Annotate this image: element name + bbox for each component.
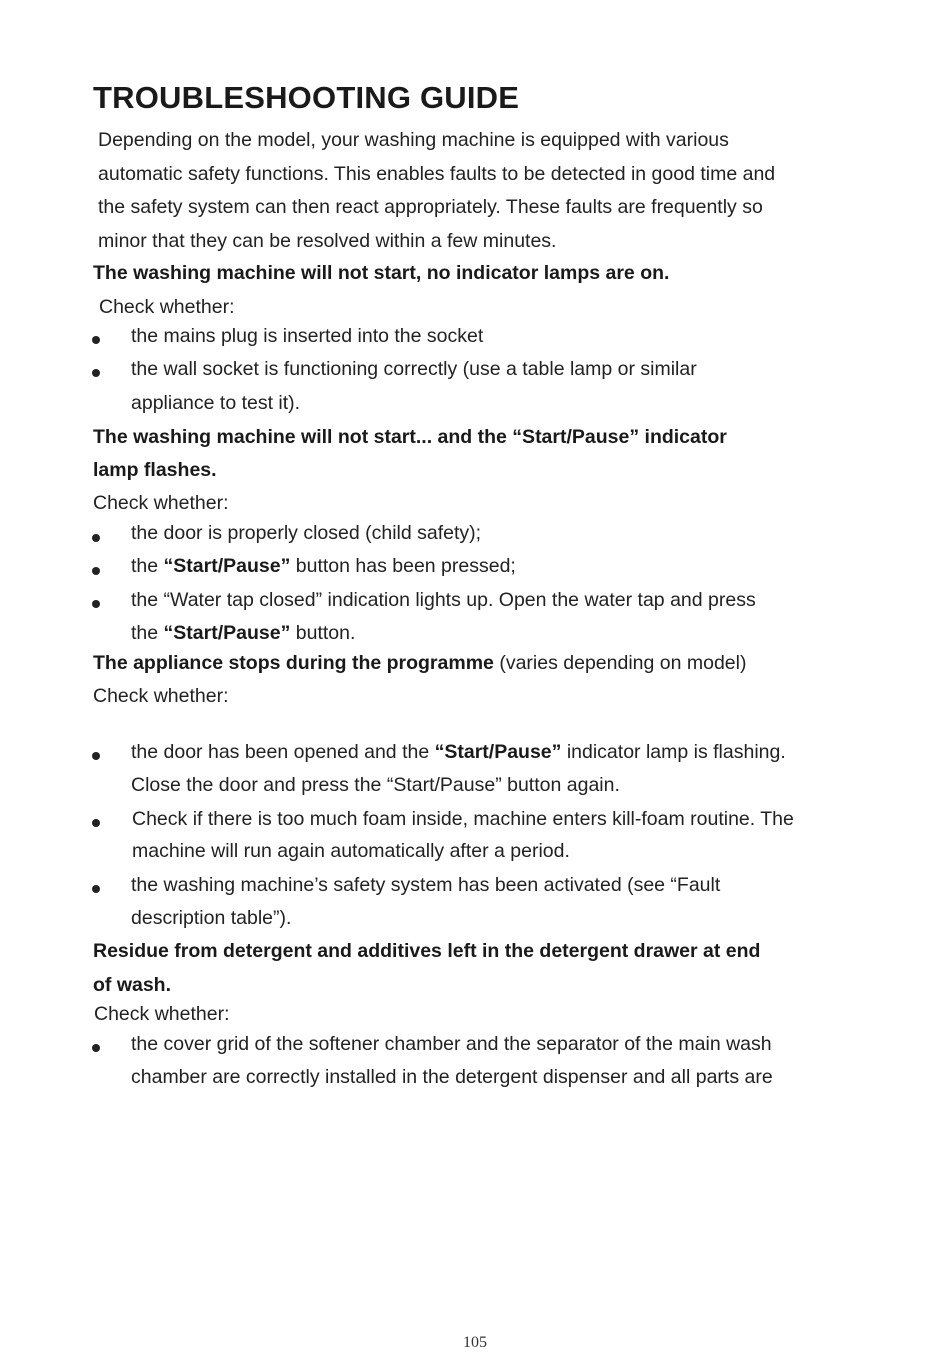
list-item-text: machine will run again automatically after a period.	[132, 840, 570, 862]
list-item-text: the mains plug is inserted into the socket	[131, 325, 484, 347]
page-title: TROUBLESHOOTING GUIDE	[93, 80, 520, 115]
section-heading: of wash.	[93, 974, 172, 996]
list-item-text: the “Start/Pause” button.	[131, 622, 356, 644]
section-heading: The washing machine will not start, no indicator lamps are on.	[93, 262, 670, 284]
intro-line: the safety system can then react appropriately. These faults are frequently so	[98, 196, 763, 218]
bullet-icon	[92, 600, 100, 608]
bullet-icon	[92, 1044, 100, 1052]
check-label: Check whether:	[93, 492, 229, 514]
bullet-icon	[92, 885, 100, 893]
list-item-text: Check if there is too much foam inside, machine enters kill-foam routine. The	[132, 808, 794, 830]
intro-line: automatic safety functions. This enables faults to be detected in good time and	[98, 162, 776, 185]
section-heading: lamp flashes.	[93, 459, 217, 481]
intro-line: minor that they can be resolved within a few minutes.	[98, 229, 557, 252]
bullet-icon	[92, 567, 100, 575]
check-label: Check whether:	[99, 296, 235, 318]
list-item-text: chamber are correctly installed in the detergent dispenser and all parts are	[131, 1066, 773, 1088]
bullet-icon	[92, 819, 100, 827]
list-item-text: the wall socket is functioning correctly (use a table lamp or similar	[131, 358, 697, 380]
list-item-text: description table”).	[131, 907, 292, 929]
list-item-text: the washing machine’s safety system has been activated (see “Fault	[131, 874, 721, 896]
section-heading: Residue from detergent and additives left in the detergent drawer at end	[93, 940, 761, 962]
list-item-text: the door is properly closed (child safety);	[131, 522, 482, 544]
bullet-icon	[92, 369, 100, 377]
check-label: Check whether:	[94, 1003, 230, 1025]
intro-paragraph	[98, 124, 878, 258]
list-item-text: the cover grid of the softener chamber and the separator of the main wash	[131, 1033, 772, 1055]
list-item-text: Close the door and press the “Start/Pause” button again.	[131, 774, 620, 796]
bullet-icon	[92, 336, 100, 344]
section-heading: The appliance stops during the programme (varies depending on model)	[93, 652, 747, 674]
bullet-icon	[92, 534, 100, 542]
list-item-text: the “Water tap closed” indication lights up. Open the water tap and press	[131, 589, 756, 611]
page-number: 105	[463, 1334, 487, 1351]
list-item-text: appliance to test it).	[131, 392, 301, 414]
list-item-text: the “Start/Pause” button has been pressed;	[131, 555, 516, 577]
section-heading: The washing machine will not start... and the “Start/Pause” indicator	[93, 426, 727, 448]
check-label: Check whether:	[93, 685, 229, 707]
intro-line: Depending on the model, your washing machine is equipped with various	[98, 129, 729, 151]
bullet-icon	[92, 752, 100, 760]
list-item-text: the door has been opened and the “Start/Pause” indicator lamp is flashing.	[131, 741, 786, 763]
